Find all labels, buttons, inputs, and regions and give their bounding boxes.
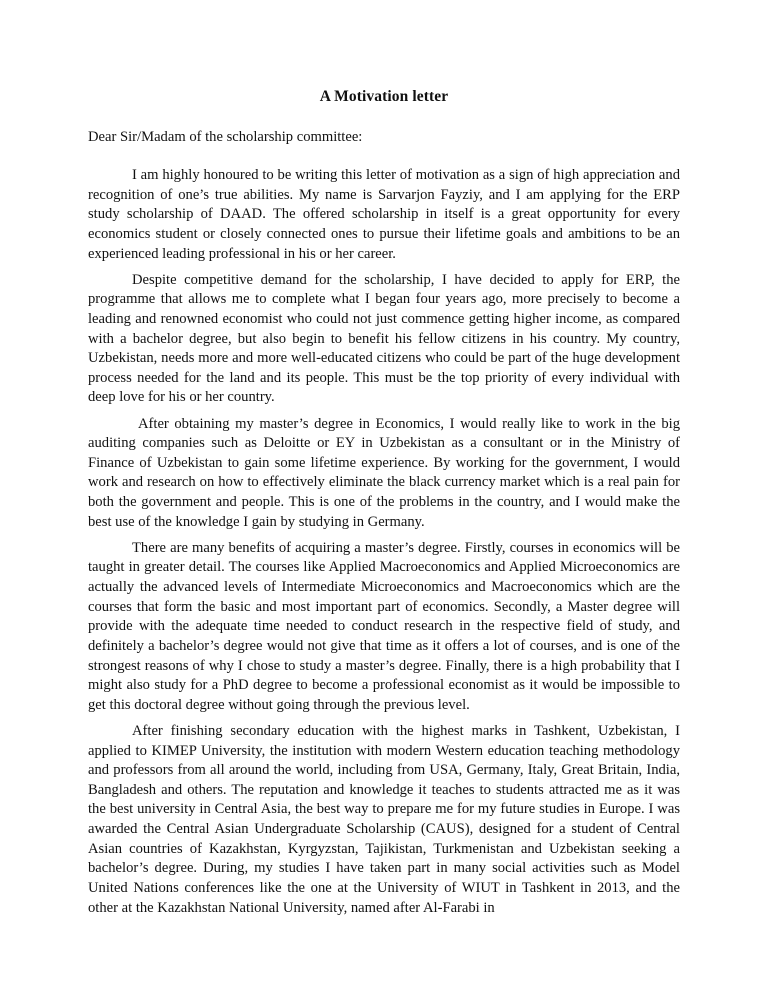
page-title: A Motivation letter [319,88,449,105]
body-paragraph-career-plans: After obtaining my master’s degree in Economics, I would really like to work in the big auditing companies such as Deloitte or EY in Uzbekistan as a consultant or in the Ministry of Finance of Uzbekistan to gain some lifetime experience. By working for the government, I would work and research on how to effectively eliminate the black currency market which is a real pain for both the government and people. This is one of the problems in the country, and I would make the best use of the knowledge I gain by studying in Germany. [88,415,680,530]
body-paragraph-education-background: After finishing secondary education with the highest marks in Tashkent, Uzbekistan, I applied to KIMEP University, the institution with modern Western education teaching methodology and professors from all around the world, including from USA, Germany, Italy, Great Britain, India, Bangladesh and others. The reputation and knowledge it teaches to students attracted me as it was the best university in Central Asia, the best way to prepare me for my future studies in Europe. I was awarded the Central Asian Undergraduate Scholarship (CAUS), designed for a student of Central Asian countries of Kazakhstan, Kyrgyzstan, Tajikistan, Turkmenistan and Uzbekistan seeking a bachelor’s degree. During, my studies I have taken part in many social activities such as Model United Nations conferences like the one at the University of WIUT in Tashkent in 2013, and the other at the Kazakhstan National University, named after Al-Farabi in [88,722,680,916]
salutation-line: Dear Sir/Madam of the scholarship committee: [88,128,363,145]
body-paragraph-benefits-masters: There are many benefits of acquiring a master’s degree. Firstly, courses in economics will be taught in greater detail. The courses like Applied Macroeconomics and Applied Microeconomics are actually the advanced levels of Intermediate Microeconomics and Macroeconomics which are the courses that form the basic and most important part of economics. Secondly, a Master degree will provide with the adequate time needed to conduct research in the respective field of study, and definitely a bachelor’s degree would not give that time as it offers a lot of courses, and is one of the strongest reasons of why I chose to study a master’s degree. Finally, there is a high probability that I might also study for a PhD degree to become a professional economist as it would be impossible to get this doctoral degree without going through the previous level. [88,539,680,713]
body-paragraph-motivation-erp: Despite competitive demand for the scholarship, I have decided to apply for ERP, the programme that allows me to complete what I began four years ago, more precisely to become a leading and renowned economist who could not just commence getting higher income, as compared with a bachelor degree, but also begin to benefit his fellow citizens in his country. My country, Uzbekistan, needs more and more well-educated citizens who could be part of the huge development process needed for the land and its people. This must be the top priority of every individual with deep love for his or her country. [88,271,680,406]
body-paragraph-intro: I am highly honoured to be writing this letter of motivation as a sign of high appreciation and recognition of one’s true abilities. My name is Sarvarjon Fayziy, and I am applying for the ERP study scholarship of DAAD. The offered scholarship in itself is a great opportunity for every economics student or closely connected ones to pursue their lifetime goals and ambitions to be an experienced leading professional in his or her career. [88,167,680,262]
